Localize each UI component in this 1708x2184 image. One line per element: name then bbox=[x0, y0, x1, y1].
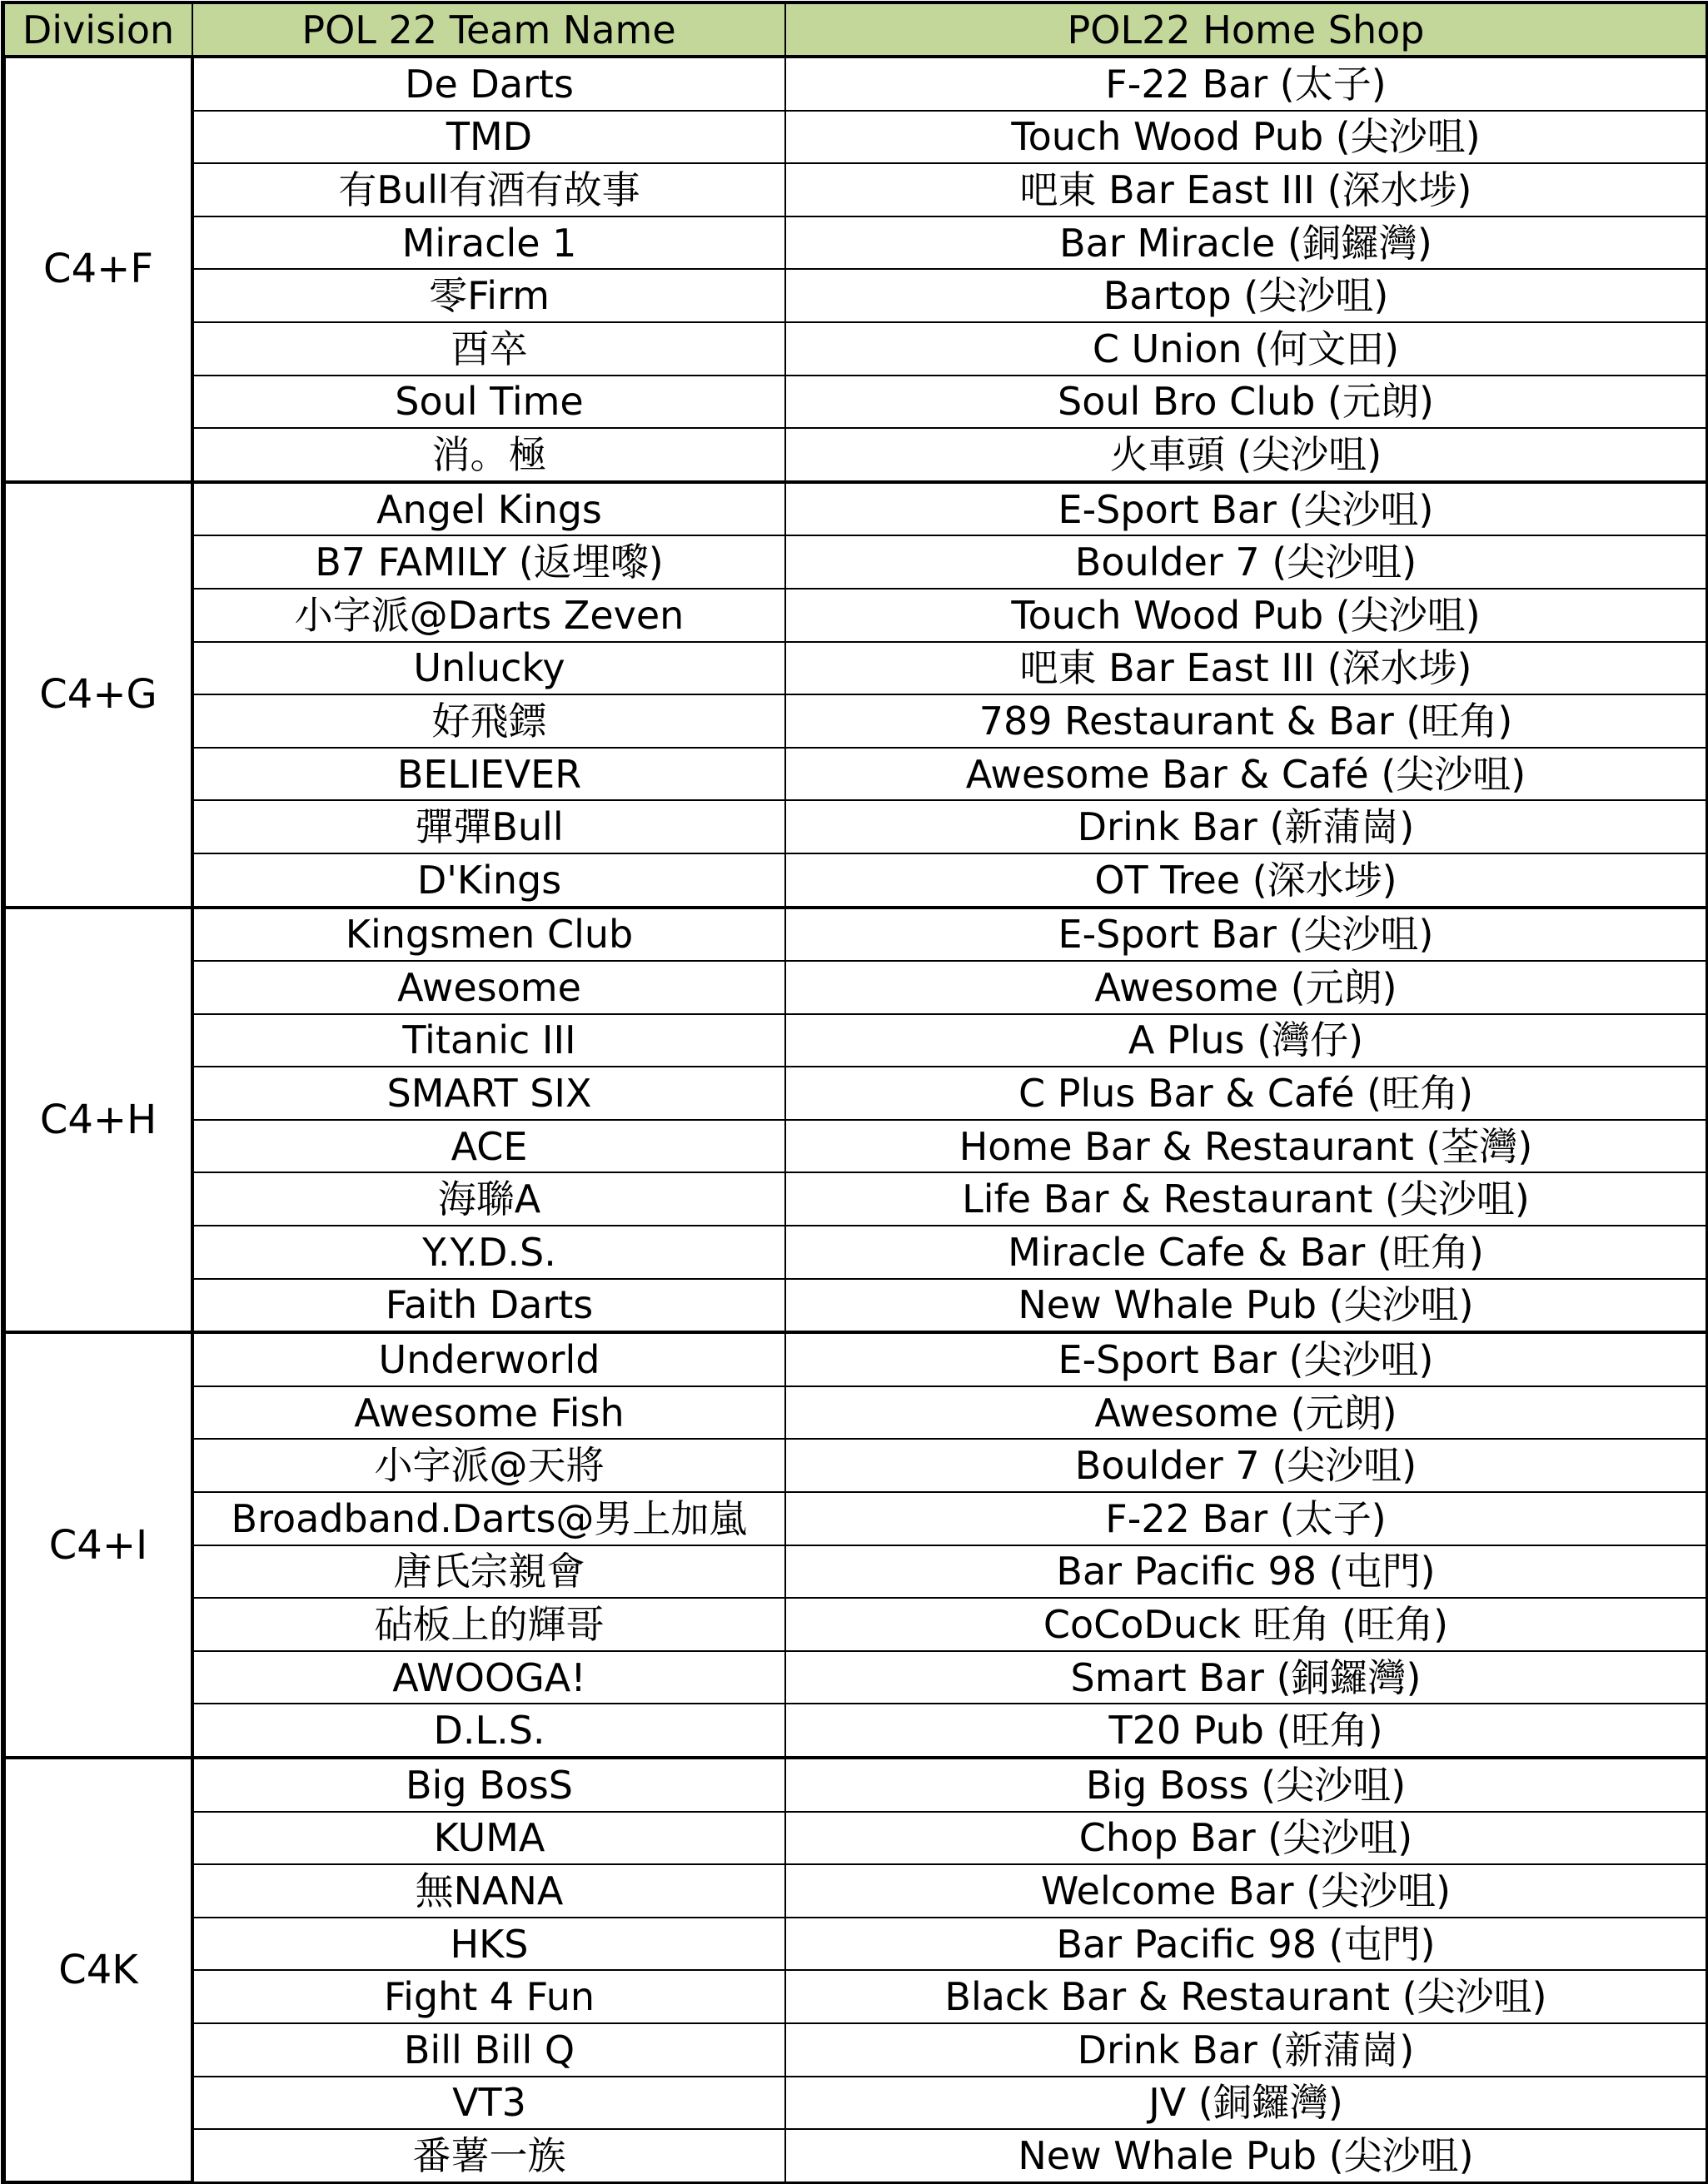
table-row bbox=[4, 1172, 1706, 1226]
team-name-cell: 好飛鏢 bbox=[192, 694, 785, 748]
team-name-cell: Broadband.Darts@男上加嵐 bbox=[192, 1492, 785, 1545]
division-cell: C4+G bbox=[4, 482, 192, 908]
header-division: Division bbox=[4, 3, 192, 57]
team-name-cell: D.L.S. bbox=[192, 1704, 785, 1758]
table-row bbox=[4, 2023, 1706, 2077]
table-row bbox=[4, 216, 1706, 270]
home-shop-cell: Life Bar & Restaurant (尖沙咀) bbox=[785, 1172, 1706, 1226]
roster-body bbox=[4, 57, 1706, 2182]
table-row bbox=[4, 1704, 1706, 1758]
table-row bbox=[4, 1651, 1706, 1704]
table-row bbox=[4, 482, 1706, 536]
home-shop-cell: Awesome (元朗) bbox=[785, 961, 1706, 1014]
team-name-cell: TMD bbox=[192, 111, 785, 164]
home-shop-cell: Awesome (元朗) bbox=[785, 1386, 1706, 1440]
header-team-name: POL 22 Team Name bbox=[192, 3, 785, 57]
table-row bbox=[4, 428, 1706, 482]
team-name-cell: 酉卒 bbox=[192, 322, 785, 376]
home-shop-cell: OT Tree (深水埗) bbox=[785, 853, 1706, 908]
team-name-cell: Titanic III bbox=[192, 1014, 785, 1067]
table-row bbox=[4, 1545, 1706, 1599]
team-name-cell: Faith Darts bbox=[192, 1279, 785, 1333]
home-shop-cell: Smart Bar (銅鑼灣) bbox=[785, 1651, 1706, 1704]
team-name-cell: ACE bbox=[192, 1120, 785, 1173]
header-row bbox=[4, 3, 1706, 57]
team-name-cell: KUMA bbox=[192, 1812, 785, 1865]
team-name-cell: 番薯一族 bbox=[192, 2129, 785, 2182]
home-shop-cell: A Plus (灣仔) bbox=[785, 1014, 1706, 1067]
home-shop-cell: 789 Restaurant & Bar (旺角) bbox=[785, 694, 1706, 748]
team-name-cell: VT3 bbox=[192, 2077, 785, 2130]
team-name-cell: De Darts bbox=[192, 57, 785, 111]
home-shop-cell: F-22 Bar (太子) bbox=[785, 1492, 1706, 1545]
table-row bbox=[4, 1864, 1706, 1918]
home-shop-cell: 吧東 Bar East III (深水埗) bbox=[785, 642, 1706, 695]
table-row bbox=[4, 111, 1706, 164]
home-shop-cell: Bartop (尖沙咀) bbox=[785, 269, 1706, 322]
home-shop-cell: Boulder 7 (尖沙咀) bbox=[785, 1439, 1706, 1492]
home-shop-cell: Bar Pacific 98 (屯門) bbox=[785, 1545, 1706, 1599]
team-name-cell: Unlucky bbox=[192, 642, 785, 695]
home-shop-cell: Chop Bar (尖沙咀) bbox=[785, 1812, 1706, 1865]
home-shop-cell: Home Bar & Restaurant (荃灣) bbox=[785, 1120, 1706, 1173]
home-shop-cell: CoCoDuck 旺角 (旺角) bbox=[785, 1598, 1706, 1651]
team-name-cell: SMART SIX bbox=[192, 1067, 785, 1120]
home-shop-cell: JV (銅鑼灣) bbox=[785, 2077, 1706, 2130]
team-name-cell: 無NANA bbox=[192, 1864, 785, 1918]
team-name-cell: 唐氏宗親會 bbox=[192, 1545, 785, 1599]
team-name-cell: HKS bbox=[192, 1918, 785, 1971]
table-row bbox=[4, 1812, 1706, 1865]
home-shop-cell: Soul Bro Club (元朗) bbox=[785, 376, 1706, 429]
table-row bbox=[4, 1970, 1706, 2023]
team-name-cell: AWOOGA! bbox=[192, 1651, 785, 1704]
home-shop-cell: Touch Wood Pub (尖沙咀) bbox=[785, 111, 1706, 164]
division-cell: C4+H bbox=[4, 908, 192, 1333]
team-name-cell: 小字派@天將 bbox=[192, 1439, 785, 1492]
home-shop-cell: Black Bar & Restaurant (尖沙咀) bbox=[785, 1970, 1706, 2023]
home-shop-cell: C Plus Bar & Café (旺角) bbox=[785, 1067, 1706, 1120]
table-row bbox=[4, 589, 1706, 642]
home-shop-cell: Big Boss (尖沙咀) bbox=[785, 1758, 1706, 1812]
team-name-cell: 零Firm bbox=[192, 269, 785, 322]
home-shop-cell: Miracle Cafe & Bar (旺角) bbox=[785, 1226, 1706, 1279]
team-name-cell: Underworld bbox=[192, 1332, 785, 1386]
team-name-cell: 砧板上的輝哥 bbox=[192, 1598, 785, 1651]
home-shop-cell: Awesome Bar & Café (尖沙咀) bbox=[785, 748, 1706, 801]
team-name-cell: 海聯A bbox=[192, 1172, 785, 1226]
table-row bbox=[4, 1386, 1706, 1440]
team-name-cell: Miracle 1 bbox=[192, 216, 785, 270]
team-name-cell: 彈彈Bull bbox=[192, 800, 785, 853]
home-shop-cell: Boulder 7 (尖沙咀) bbox=[785, 535, 1706, 589]
home-shop-cell: Touch Wood Pub (尖沙咀) bbox=[785, 589, 1706, 642]
table-row bbox=[4, 535, 1706, 589]
home-shop-cell: Bar Miracle (銅鑼灣) bbox=[785, 216, 1706, 270]
home-shop-cell: E-Sport Bar (尖沙咀) bbox=[785, 1332, 1706, 1386]
table-row bbox=[4, 800, 1706, 853]
home-shop-cell: Bar Pacific 98 (屯門) bbox=[785, 1918, 1706, 1971]
team-name-cell: Awesome bbox=[192, 961, 785, 1014]
table-row bbox=[4, 694, 1706, 748]
team-name-cell: Kingsmen Club bbox=[192, 908, 785, 962]
home-shop-cell: 火車頭 (尖沙咀) bbox=[785, 428, 1706, 482]
table-row bbox=[4, 2077, 1706, 2130]
home-shop-cell: New Whale Pub (尖沙咀) bbox=[785, 1279, 1706, 1333]
home-shop-cell: E-Sport Bar (尖沙咀) bbox=[785, 908, 1706, 962]
table-row bbox=[4, 1492, 1706, 1545]
division-cell: C4K bbox=[4, 1758, 192, 2182]
team-name-cell: B7 FAMILY (返埋嚟) bbox=[192, 535, 785, 589]
team-name-cell: Big BosS bbox=[192, 1758, 785, 1812]
table-row bbox=[4, 853, 1706, 908]
table-row bbox=[4, 269, 1706, 322]
header-home-shop: POL22 Home Shop bbox=[785, 3, 1706, 57]
table-row bbox=[4, 1332, 1706, 1386]
home-shop-cell: T20 Pub (旺角) bbox=[785, 1704, 1706, 1758]
team-name-cell: D'Kings bbox=[192, 853, 785, 908]
table-row bbox=[4, 1598, 1706, 1651]
team-name-cell: 有Bull有酒有故事 bbox=[192, 163, 785, 216]
table-row bbox=[4, 908, 1706, 962]
home-shop-cell: F-22 Bar (太子) bbox=[785, 57, 1706, 111]
table-row bbox=[4, 1120, 1706, 1173]
home-shop-cell: Drink Bar (新蒲崗) bbox=[785, 2023, 1706, 2077]
division-cell: C4+F bbox=[4, 57, 192, 482]
team-name-cell: Soul Time bbox=[192, 376, 785, 429]
division-roster-table bbox=[2, 2, 1707, 2184]
home-shop-cell: New Whale Pub (尖沙咀) bbox=[785, 2129, 1706, 2182]
team-name-cell: Y.Y.D.S. bbox=[192, 1226, 785, 1279]
table-row bbox=[4, 1279, 1706, 1333]
team-name-cell: Awesome Fish bbox=[192, 1386, 785, 1440]
table-row bbox=[4, 748, 1706, 801]
table-row bbox=[4, 322, 1706, 376]
table-row bbox=[4, 57, 1706, 111]
table-row bbox=[4, 1439, 1706, 1492]
team-name-cell: BELIEVER bbox=[192, 748, 785, 801]
division-cell: C4+I bbox=[4, 1332, 192, 1758]
home-shop-cell: Welcome Bar (尖沙咀) bbox=[785, 1864, 1706, 1918]
table-row bbox=[4, 163, 1706, 216]
team-name-cell: 小字派@Darts Zeven bbox=[192, 589, 785, 642]
home-shop-cell: Drink Bar (新蒲崗) bbox=[785, 800, 1706, 853]
home-shop-cell: 吧東 Bar East III (深水埗) bbox=[785, 163, 1706, 216]
table-row bbox=[4, 1014, 1706, 1067]
table-row bbox=[4, 1226, 1706, 1279]
table-row bbox=[4, 1918, 1706, 1971]
team-name-cell: 消。極 bbox=[192, 428, 785, 482]
table-row bbox=[4, 1067, 1706, 1120]
home-shop-cell: C Union (何文田) bbox=[785, 322, 1706, 376]
table-row bbox=[4, 376, 1706, 429]
table-row bbox=[4, 1758, 1706, 1812]
team-name-cell: Angel Kings bbox=[192, 482, 785, 536]
table-row bbox=[4, 961, 1706, 1014]
team-name-cell: Bill Bill Q bbox=[192, 2023, 785, 2077]
table-row bbox=[4, 2129, 1706, 2182]
team-name-cell: Fight 4 Fun bbox=[192, 1970, 785, 2023]
home-shop-cell: E-Sport Bar (尖沙咀) bbox=[785, 482, 1706, 536]
table-row bbox=[4, 642, 1706, 695]
